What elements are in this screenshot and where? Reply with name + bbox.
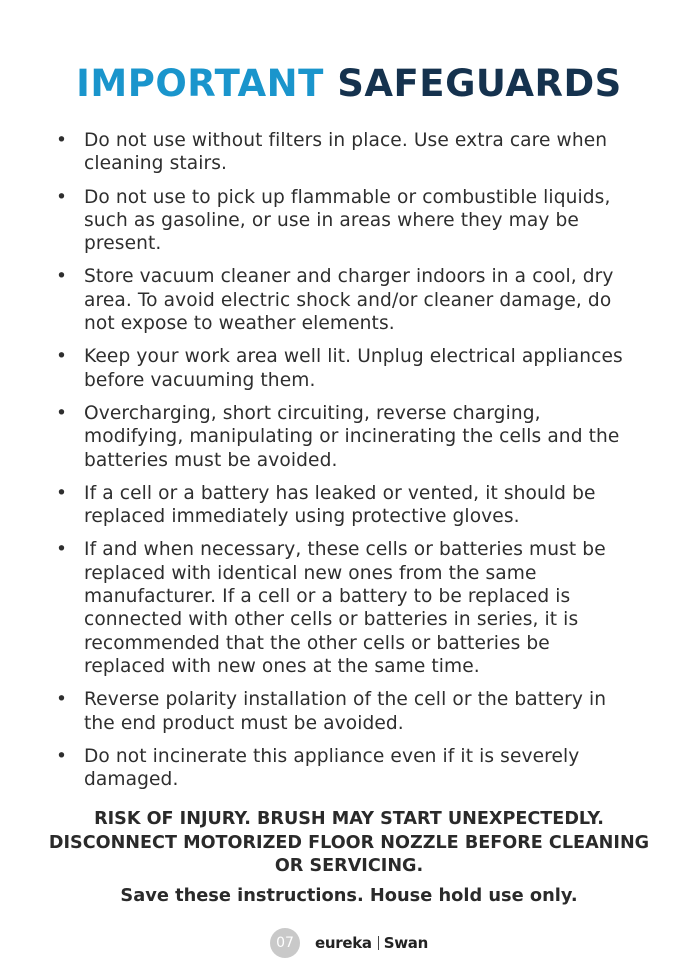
list-item [56, 265, 636, 335]
list-item-text: If a cell or a battery has leaked or vented, it should be replaced immediately using protective gloves. [84, 482, 596, 528]
list-item [56, 482, 636, 529]
bullet-icon: • [56, 186, 68, 208]
page-footer [270, 928, 428, 958]
swan-logo: Swan [383, 934, 428, 952]
save-instructions-note: Save these instructions. House hold use only. [120, 885, 578, 906]
list-item [56, 186, 636, 256]
list-item-text: Store vacuum cleaner and charger indoors in a cool, dry area. To avoid electric shock and/or cleaner damage, do not expose to weather elements. [84, 266, 614, 335]
page-number-badge: 07 [270, 928, 300, 958]
list-item [56, 345, 636, 392]
safeguards-list [56, 129, 636, 801]
bullet-icon: • [56, 689, 68, 711]
bullet-icon: • [56, 346, 68, 368]
list-item [56, 688, 636, 735]
list-item-text: Keep your work area well lit. Unplug electrical appliances before vacuuming them. [84, 346, 623, 391]
list-item [56, 538, 636, 678]
list-item-text: Reverse polarity installation of the cell or the battery in the end product must be avoided. [84, 689, 607, 734]
bullet-icon: • [56, 130, 68, 151]
bullet-icon: • [56, 539, 68, 561]
list-item-text: Do not incinerate this appliance even if it is severely damaged. [84, 745, 580, 791]
bullet-icon: • [56, 745, 68, 767]
list-item [56, 129, 636, 176]
bullet-icon: • [56, 482, 68, 504]
title-word-safeguards: SAFEGUARDS [337, 62, 622, 105]
page-title [0, 62, 698, 106]
bullet-icon: • [56, 402, 68, 424]
list-item-text: Overcharging, short circuiting, reverse charging, modifying, manipulating or incinerating the cells and the batteries must be avoided. [84, 402, 620, 471]
title-word-important: IMPORTANT [76, 62, 324, 105]
list-item-text: Do not use without filters in place. Use extra care when cleaning stairs. [84, 130, 608, 175]
bullet-icon: • [56, 266, 68, 288]
eureka-logo: eureka [315, 934, 372, 952]
list-item [56, 402, 636, 472]
list-item [56, 745, 636, 792]
injury-warning: RISK OF INJURY. BRUSH MAY START UNEXPECTEDLY. DISCONNECT MOTORIZED FLOOR NOZZLE BEFORE CLEANING OR SERVICING. [48, 809, 650, 876]
list-item-text: If and when necessary, these cells or batteries must be replaced with identical new ones from the same manufacturer. If a cell or a battery to be replaced is connected with other cells or batteries in series, it is recommended that the other cells or batteries be replaced with new ones at the same time. [84, 539, 606, 677]
list-item-text: Do not use to pick up flammable or combustible liquids, such as gasoline, or use in areas where they may be present. [84, 186, 611, 255]
brand-divider [378, 936, 379, 950]
